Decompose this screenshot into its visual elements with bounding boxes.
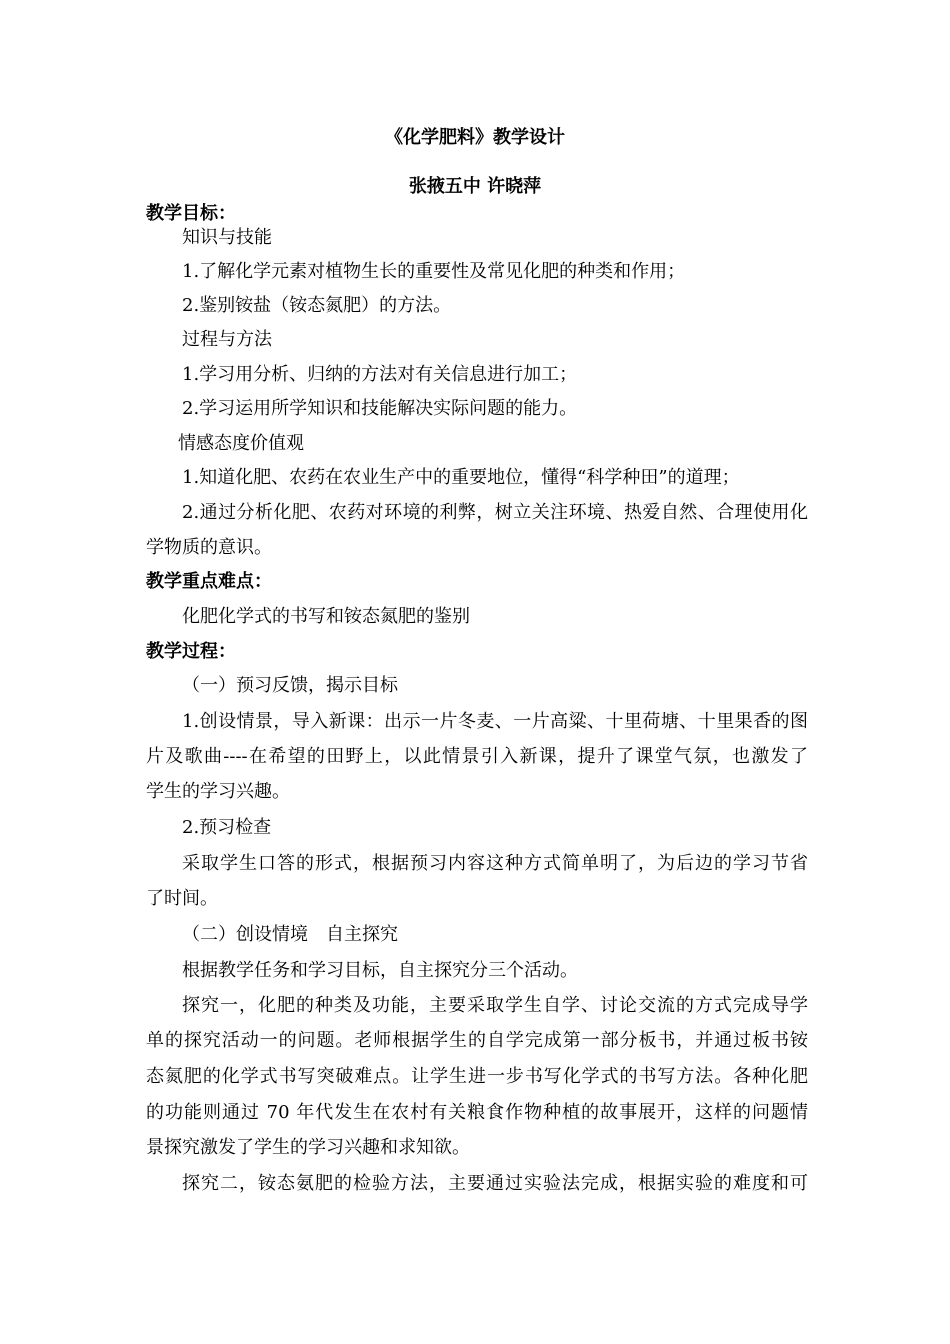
- explore1-line-1: 探究一，化肥的种类及功能，主要采取学生自学、讨论交流的方式完成导学: [182, 995, 808, 1016]
- explore1-line-4: 的功能则通过 70 年代发生在农村有关粮食作物种植的故事展开，这样的问题情: [146, 1102, 808, 1123]
- part2-intro: 根据教学任务和学习目标，自主探究分三个活动。: [182, 960, 578, 981]
- part1-item-1-line-3: 学生的学习兴趣。: [146, 781, 290, 802]
- emotion-heading: 情感态度价值观: [178, 433, 304, 454]
- explore2-line-1: 探究二，铵态氨肥的检验方法，主要通过实验法完成，根据实验的难度和可: [182, 1173, 808, 1194]
- knowledge-item-1: 1.了解化学元素对植物生长的重要性及常见化肥的种类和作用；: [182, 261, 686, 282]
- emotion-item-2-line-1: 2.通过分析化肥、农药对环境的利弊，树立关注环境、热爱自然、合理使用化: [182, 502, 808, 523]
- part1-item-2: 2.预习检查: [182, 817, 272, 838]
- knowledge-item-2: 2.鉴别铵盐（铵态氮肥）的方法。: [182, 295, 452, 316]
- explore1-line-2: 单的探究活动一的问题。老师根据学生的自学完成第一部分板书，并通过板书铵: [146, 1030, 808, 1051]
- part1-heading: （一）预习反馈，揭示目标: [182, 675, 398, 696]
- part1-item-2-line-1: 采取学生口答的形式，根据预习内容这种方式简单明了，为后边的学习节省: [182, 853, 808, 874]
- keypoints-text: 化肥化学式的书写和铵态氮肥的鉴别: [182, 606, 470, 627]
- explore1-line-5: 景探究激发了学生的学习兴趣和求知欲。: [146, 1137, 470, 1158]
- document-title: 《化学肥料》教学设计: [385, 127, 565, 148]
- part2-heading: （二）创设情境 自主探究: [182, 924, 398, 945]
- process-item-2: 2.学习运用所学知识和技能解决实际问题的能力。: [182, 398, 578, 419]
- process-item-1: 1.学习用分析、归纳的方法对有关信息进行加工；: [182, 364, 578, 385]
- document-author: 张掖五中 许晓萍: [408, 176, 542, 197]
- emotion-item-2-line-2: 学物质的意识。: [146, 537, 272, 558]
- explore1-line-3: 态氮肥的化学式书写突破难点。让学生进一步书写化学式的书写方法。各种化肥: [146, 1066, 808, 1087]
- knowledge-heading: 知识与技能: [182, 227, 272, 248]
- objectives-heading: 教学目标：: [146, 203, 236, 224]
- part1-item-2-line-2: 了时间。: [146, 888, 218, 909]
- part1-item-1-line-1: 1.创设情景，导入新课：出示一片冬麦、一片高粱、十里荷塘、十里果香的图: [182, 711, 808, 732]
- part1-item-1-line-2: 片及歌曲----在希望的田野上，以此情景引入新课，提升了课堂气氛，也激发了: [146, 746, 808, 767]
- process-main-heading: 教学过程：: [146, 641, 236, 662]
- process-heading: 过程与方法: [182, 329, 272, 350]
- emotion-item-1: 1.知道化肥、农药在农业生产中的重要地位，懂得“科学种田”的道理；: [182, 467, 740, 488]
- keypoints-heading: 教学重点难点：: [146, 571, 272, 592]
